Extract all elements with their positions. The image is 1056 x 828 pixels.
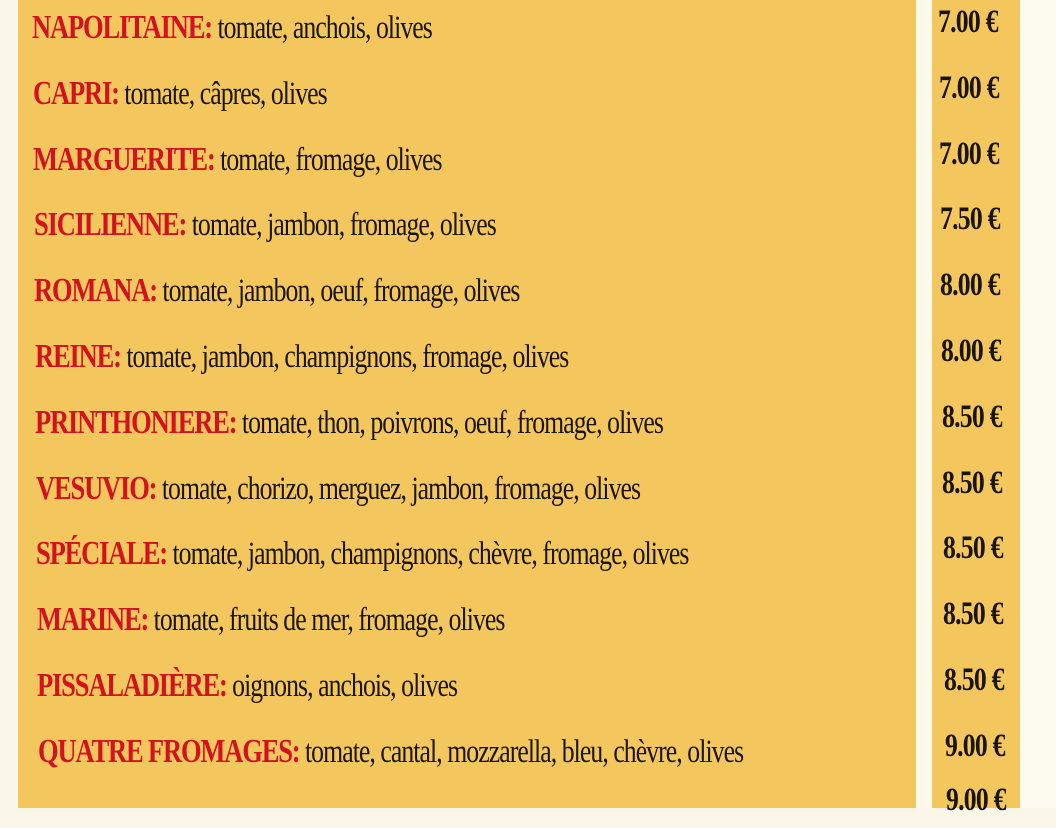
pizza-price xyxy=(939,60,1017,116)
menu-item-text xyxy=(37,658,457,720)
menu-item xyxy=(34,197,626,253)
pizza-name: MARGUERITE: xyxy=(33,141,215,178)
pizza-price-text: 8.50 € xyxy=(942,465,1002,501)
pizza-price xyxy=(942,389,1020,445)
menu-item xyxy=(38,724,942,780)
pizza-name: QUATRE FROMAGES: xyxy=(37,733,299,770)
pizza-name: MARINE: xyxy=(36,601,148,638)
menu-item-text xyxy=(32,0,432,62)
menu-item-text xyxy=(37,592,504,654)
pizza-ingredients: tomate, jambon, fromage, olives xyxy=(185,207,496,243)
pizza-ingredients: tomate, jambon, champignons, chèvre, fromage, olives xyxy=(166,536,689,572)
pizza-price-text: 8.00 € xyxy=(941,333,1001,369)
menu-item xyxy=(36,461,811,517)
pizza-ingredients: tomate, jambon, oeuf, fromage, olives xyxy=(156,273,520,309)
pizza-price xyxy=(943,586,1021,642)
menu-item xyxy=(37,658,576,714)
pizza-name: PISSALADIÈRE: xyxy=(37,667,227,704)
pizza-name: SICILIENNE: xyxy=(33,206,186,243)
pizza-name: CAPRI: xyxy=(32,75,119,112)
page-edge xyxy=(1020,0,1056,808)
pizza-price-text: 8.50 € xyxy=(942,530,1003,566)
pizza-price xyxy=(944,652,1022,708)
pizza-ingredients: tomate, anchois, olives xyxy=(211,10,432,46)
pizza-price-text: 8.50 € xyxy=(941,399,1002,435)
column-gutter xyxy=(916,0,932,808)
menu-item xyxy=(33,66,410,122)
menu-item-text xyxy=(35,329,568,391)
pizza-name: NAPOLITAINE: xyxy=(32,9,212,46)
pizza-price-text: 7.00 € xyxy=(938,70,999,106)
menu-item xyxy=(35,329,719,385)
pizza-ingredients: tomate, jambon, champignons, fromage, olives xyxy=(120,339,568,375)
pizza-ingredients: tomate, fruits de mer, fromage, olives xyxy=(147,602,504,638)
pizza-price xyxy=(942,455,1020,511)
pizza-name: SPÉCIALE: xyxy=(36,535,167,572)
menu-item xyxy=(34,263,656,319)
pizza-price-text: 7.00 € xyxy=(939,136,999,172)
pizza-price-text: 7.00 € xyxy=(938,4,998,40)
pizza-price-partial xyxy=(946,772,1024,828)
menu-item-text xyxy=(34,197,496,259)
menu-item xyxy=(33,132,557,188)
pizza-name: ROMANA: xyxy=(34,272,157,309)
pizza-ingredients: tomate, câpres, olives xyxy=(118,76,327,112)
pizza-name: PRINTHONIERE: xyxy=(35,404,237,441)
menu-item-text xyxy=(33,132,442,194)
menu-item-text xyxy=(34,263,519,325)
pizza-name: VESUVIO: xyxy=(35,470,156,507)
pizza-price xyxy=(940,191,1018,247)
menu-item-text xyxy=(33,66,327,128)
menu-item xyxy=(32,0,545,56)
menu-item-text xyxy=(36,526,688,588)
pizza-ingredients: tomate, chorizo, merguez, jambon, fromage, olives xyxy=(155,471,640,507)
menu-item-text xyxy=(35,395,663,457)
pizza-price-partial-text: 9.00 € xyxy=(946,782,1006,818)
pizza-price xyxy=(945,718,1023,774)
pizza-price xyxy=(940,257,1018,313)
pizza-price xyxy=(943,520,1021,576)
pizza-price xyxy=(938,0,1016,50)
pizza-price xyxy=(939,126,1017,182)
menu-item xyxy=(37,592,636,648)
menu-item xyxy=(36,526,872,582)
pizza-price-text: 8.00 € xyxy=(940,267,1001,303)
pizza-ingredients: oignons, anchois, olives xyxy=(226,668,458,704)
pizza-price-text: 7.50 € xyxy=(939,201,1000,237)
pizza-price-text: 8.50 € xyxy=(943,596,1004,632)
pizza-price-text: 9.00 € xyxy=(944,728,1005,764)
pizza-name: REINE: xyxy=(34,338,121,375)
pizza-price xyxy=(941,323,1019,379)
pizza-ingredients: tomate, cantal, mozzarella, bleu, chèvre, olives xyxy=(298,734,743,770)
pizza-price-text: 8.50 € xyxy=(944,662,1004,698)
menu-item-text xyxy=(36,461,640,523)
pizza-ingredients: tomate, fromage, olives xyxy=(214,142,442,178)
pizza-ingredients: tomate, thon, poivrons, oeuf, fromage, olives xyxy=(236,405,663,441)
menu-item-text xyxy=(38,724,743,786)
menu-item xyxy=(35,395,840,451)
